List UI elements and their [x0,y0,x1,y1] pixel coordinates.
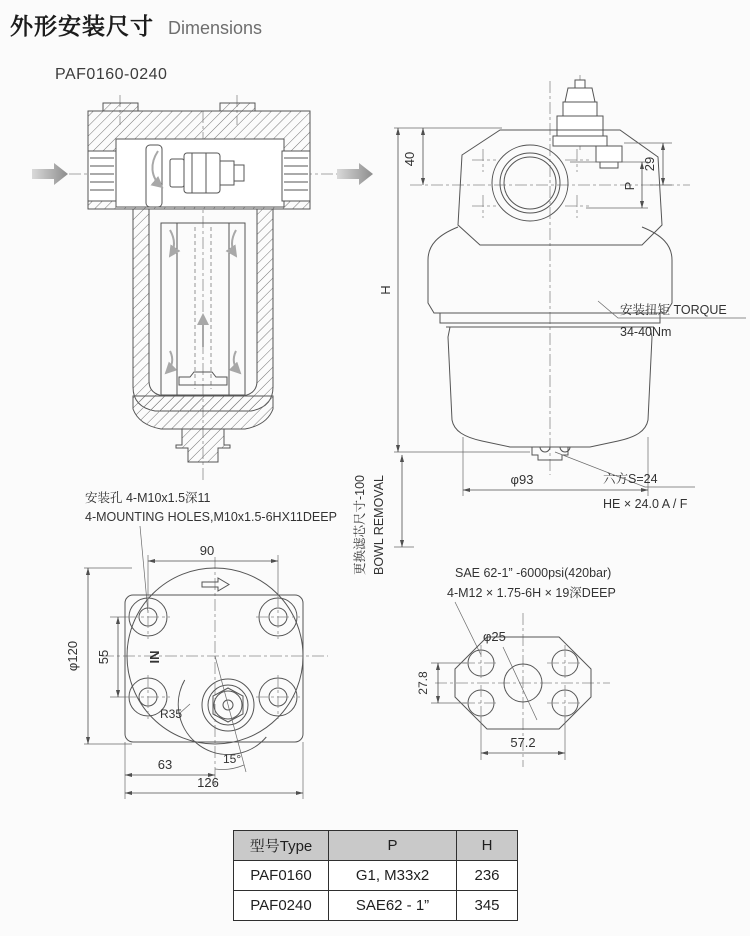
removal-label-en: BOWL REMOVAL [372,474,386,576]
cell-h: 345 [457,891,518,921]
dim-label-H: H [378,285,393,295]
col-header-h: H [457,831,518,861]
cell-p: G1, M33x2 [329,861,457,891]
col-header-type: 型号Type [234,831,329,861]
hex-label-en: HE × 24.0 A / F [603,497,688,511]
inflow-arrow-icon [32,163,68,185]
cell-p: SAE62 - 1” [329,891,457,921]
table-row [234,861,518,891]
mounting-view-drawing [60,485,380,817]
cross-section-drawing [20,95,375,487]
page-title-en: Dimensions [168,18,263,38]
side-view-drawing [350,75,750,627]
table-row [234,891,518,921]
torque-label: 安装扭矩 TORQUE [620,303,727,317]
dim-label-15deg: 15° [223,752,242,766]
mounting-note-zh: 安装孔 4-M10x1.5深11 [85,491,211,505]
dim-label-P: P [622,181,637,191]
dim-label-90: 90 [199,543,215,558]
dim-label-55: 55 [96,649,111,665]
dim-label-29: 29 [642,156,657,172]
spec-table [233,830,518,921]
dim-label-dia120: φ120 [65,640,80,672]
dim-label-27-8: 27.8 [416,671,430,695]
cell-h: 236 [457,861,518,891]
clogging-indicator [553,80,622,168]
mounting-note-en: 4-MOUNTING HOLES,M10x1.5-6HX11DEEP [85,510,337,524]
cell-type: PAF0240 [234,891,329,921]
dim-label-dia25: φ25 [483,629,506,644]
page-title: 外形安装尺寸 [10,13,154,39]
torque-value: 34-40Nm [620,325,672,339]
page-header [10,8,262,41]
cell-type: PAF0160 [234,861,329,891]
sae-note-line2: 4-M12 × 1.75-6H × 19深DEEP [447,586,616,600]
sae-note-line1: SAE 62-1” -6000psi(420bar) [455,566,612,580]
dim-label-63: 63 [157,757,173,772]
dim-label-126: 126 [197,775,219,790]
table-header-row [234,831,518,861]
sae-flange-drawing [395,555,705,795]
dim-label-r35: R35 [160,707,183,721]
col-header-p: P [329,831,457,861]
in-port-label: IN [147,650,162,664]
flow-direction-arrow-icon [202,578,229,591]
removal-label-zh: 更换滤芯尺寸-100 [353,474,367,576]
dim-label-57-2: 57.2 [510,735,536,750]
dim-label-40: 40 [402,151,417,167]
dim-label-dia93: φ93 [510,472,534,487]
model-label: PAF0160-0240 [55,66,168,83]
hex-label-zh: 六方S=24 [603,472,658,486]
